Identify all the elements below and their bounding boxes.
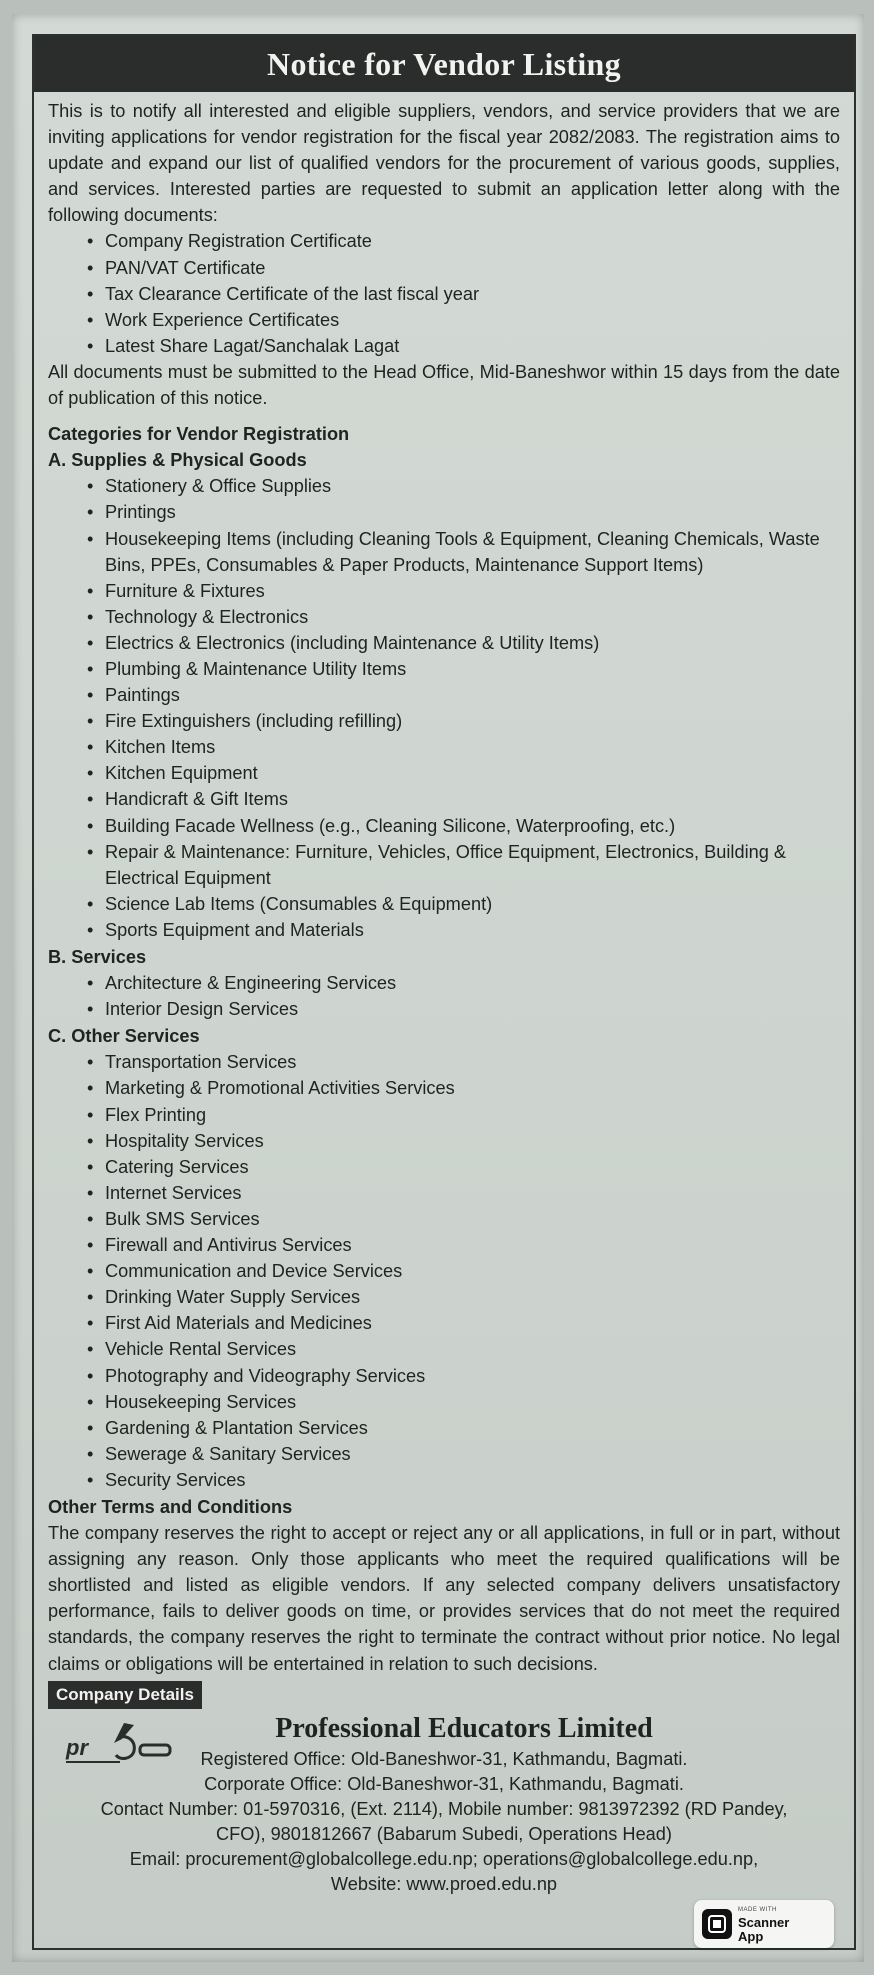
section-a-list [48, 473, 840, 943]
list-item: • Flex Printing [48, 1102, 840, 1128]
list-item: • Kitchen Items [48, 734, 840, 760]
watermark-name-app: App [738, 1929, 764, 1944]
list-item: • Housekeeping Services [48, 1389, 840, 1415]
registered-office: Registered Office: Old-Baneshwor-31, Kathmandu, Bagmati. [200, 1748, 688, 1769]
list-item: • Electrics & Electronics (including Maintenance & Utility Items) [48, 630, 840, 656]
corporate-office: Corporate Office: Old-Baneshwor-31, Kathmandu, Bagmati. [204, 1773, 684, 1794]
list-item: • Gardening & Plantation Services [48, 1415, 840, 1441]
list-item: • Fire Extinguishers (including refilling) [48, 708, 840, 734]
list-item: • First Aid Materials and Medicines [48, 1310, 840, 1336]
company-name: Professional Educators Limited [275, 1712, 653, 1744]
list-item: • Printings [48, 499, 840, 525]
list-item: • Sports Equipment and Materials [48, 917, 840, 943]
list-item: • Firewall and Antivirus Services [48, 1232, 840, 1258]
scanner-app-watermark [694, 1900, 834, 1948]
list-item: • Bulk SMS Services [48, 1206, 840, 1232]
list-item: • Paintings [48, 682, 840, 708]
section-c-heading: C. Other Services [48, 1026, 200, 1047]
section-a-heading: A. Supplies & Physical Goods [48, 450, 307, 471]
company-details [48, 1711, 840, 1897]
list-item: • Interior Design Services [48, 996, 840, 1022]
list-item: • Photography and Videography Services [48, 1363, 840, 1389]
list-item: • Plumbing & Maintenance Utility Items [48, 656, 840, 682]
list-item: • Building Facade Wellness (e.g., Cleaning Silicone, Waterproofing, etc.) [48, 813, 840, 839]
contact-numbers-continued: CFO), 9801812667 (Babarum Subedi, Operations Head) [216, 1823, 672, 1844]
company-details-tag: Company Details [48, 1681, 202, 1709]
list-item: • Internet Services [48, 1180, 840, 1206]
categories-heading: Categories for Vendor Registration [48, 424, 350, 445]
notice-title: Notice for Vendor Listing [34, 36, 854, 92]
contact-numbers: Contact Number: 01-5970316, (Ext. 2114), Mobile number: 9813972392 (RD Pandey, [100, 1798, 788, 1819]
section-c-list [48, 1049, 840, 1493]
newspaper-page [12, 14, 864, 1962]
list-item: • Repair & Maintenance: Furniture, Vehicles, Office Equipment, Electronics, Building & Electrical Equipment [48, 839, 840, 891]
list-item: • Security Services [48, 1467, 840, 1493]
notice-frame [32, 34, 856, 1950]
email-line: Email: procurement@globalcollege.edu.np; operations@globalcollege.edu.np, [129, 1848, 759, 1869]
list-item: • Communication and Device Services [48, 1258, 840, 1284]
list-item: • Kitchen Equipment [48, 760, 840, 786]
list-item: • PAN/VAT Certificate [48, 255, 840, 281]
list-item: • Work Experience Certificates [48, 307, 840, 333]
intro-paragraph: This is to notify all interested and eligible suppliers, vendors, and service providers that we are inviting applications for vendor registration for the fiscal year 2082/2083. The registration aims to update and expand our list of qualified vendors for the procurement of various goods, supplies, and services. Interested parties are requested to submit an application letter along with the following documents: [48, 101, 840, 226]
list-item: • Drinking Water Supply Services [48, 1284, 840, 1310]
list-item: • Catering Services [48, 1154, 840, 1180]
list-item: • Marketing & Promotional Activities Services [48, 1075, 840, 1101]
list-item: • Science Lab Items (Consumables & Equipment) [48, 891, 840, 917]
watermark-name: Scanner [738, 1915, 790, 1930]
list-item: • Tax Clearance Certificate of the last fiscal year [48, 281, 840, 307]
list-item: • Handicraft & Gift Items [48, 786, 840, 812]
website-line: Website: www.proed.edu.np [330, 1873, 558, 1894]
terms-paragraph: The company reserves the right to accept or reject any or all applications, in full or in part, without assigning any reason. Only those applicants who meet the required qualifications will be shortlisted and listed as eligible vendors. If any selected company delivers unsatisfactory performance, fails to deliver goods on time, or provides services that do not meet the required standards, the company reserves the right to terminate the contract without prior notice. No legal claims or obligations will be entertained in relation to such decisions. [48, 1523, 840, 1674]
submission-note: All documents must be submitted to the Head Office, Mid-Baneshwor within 15 days from the date of publication of this notice. [48, 361, 840, 409]
list-item: • Hospitality Services [48, 1128, 840, 1154]
watermark-caption: MADE WITH [738, 1907, 777, 1913]
list-item: • Company Registration Certificate [48, 228, 840, 254]
section-b-heading: B. Services [48, 947, 147, 967]
list-item: • Stationery & Office Supplies [48, 473, 840, 499]
list-item: • Architecture & Engineering Services [48, 970, 840, 996]
notice-content [34, 92, 854, 1897]
list-item: • Transportation Services [48, 1049, 840, 1075]
terms-heading: Other Terms and Conditions [48, 1496, 293, 1517]
scanner-icon [702, 1909, 732, 1939]
list-item: • Technology & Electronics [48, 604, 840, 630]
documents-list [48, 228, 840, 358]
list-item: • Furniture & Fixtures [48, 578, 840, 604]
list-item: • Housekeeping Items (including Cleaning Tools & Equipment, Cleaning Chemicals, Waste Bins, PPEs, Consumables & Paper Products, Maintenance Support Items) [48, 526, 840, 578]
list-item: • Latest Share Lagat/Sanchalak Lagat [48, 333, 840, 359]
list-item: • Sewerage & Sanitary Services [48, 1441, 840, 1467]
list-item: • Vehicle Rental Services [48, 1336, 840, 1362]
svg-text:pr: pr [66, 1734, 88, 1760]
section-b-list [48, 970, 840, 1022]
proed-logo [62, 1717, 182, 1773]
